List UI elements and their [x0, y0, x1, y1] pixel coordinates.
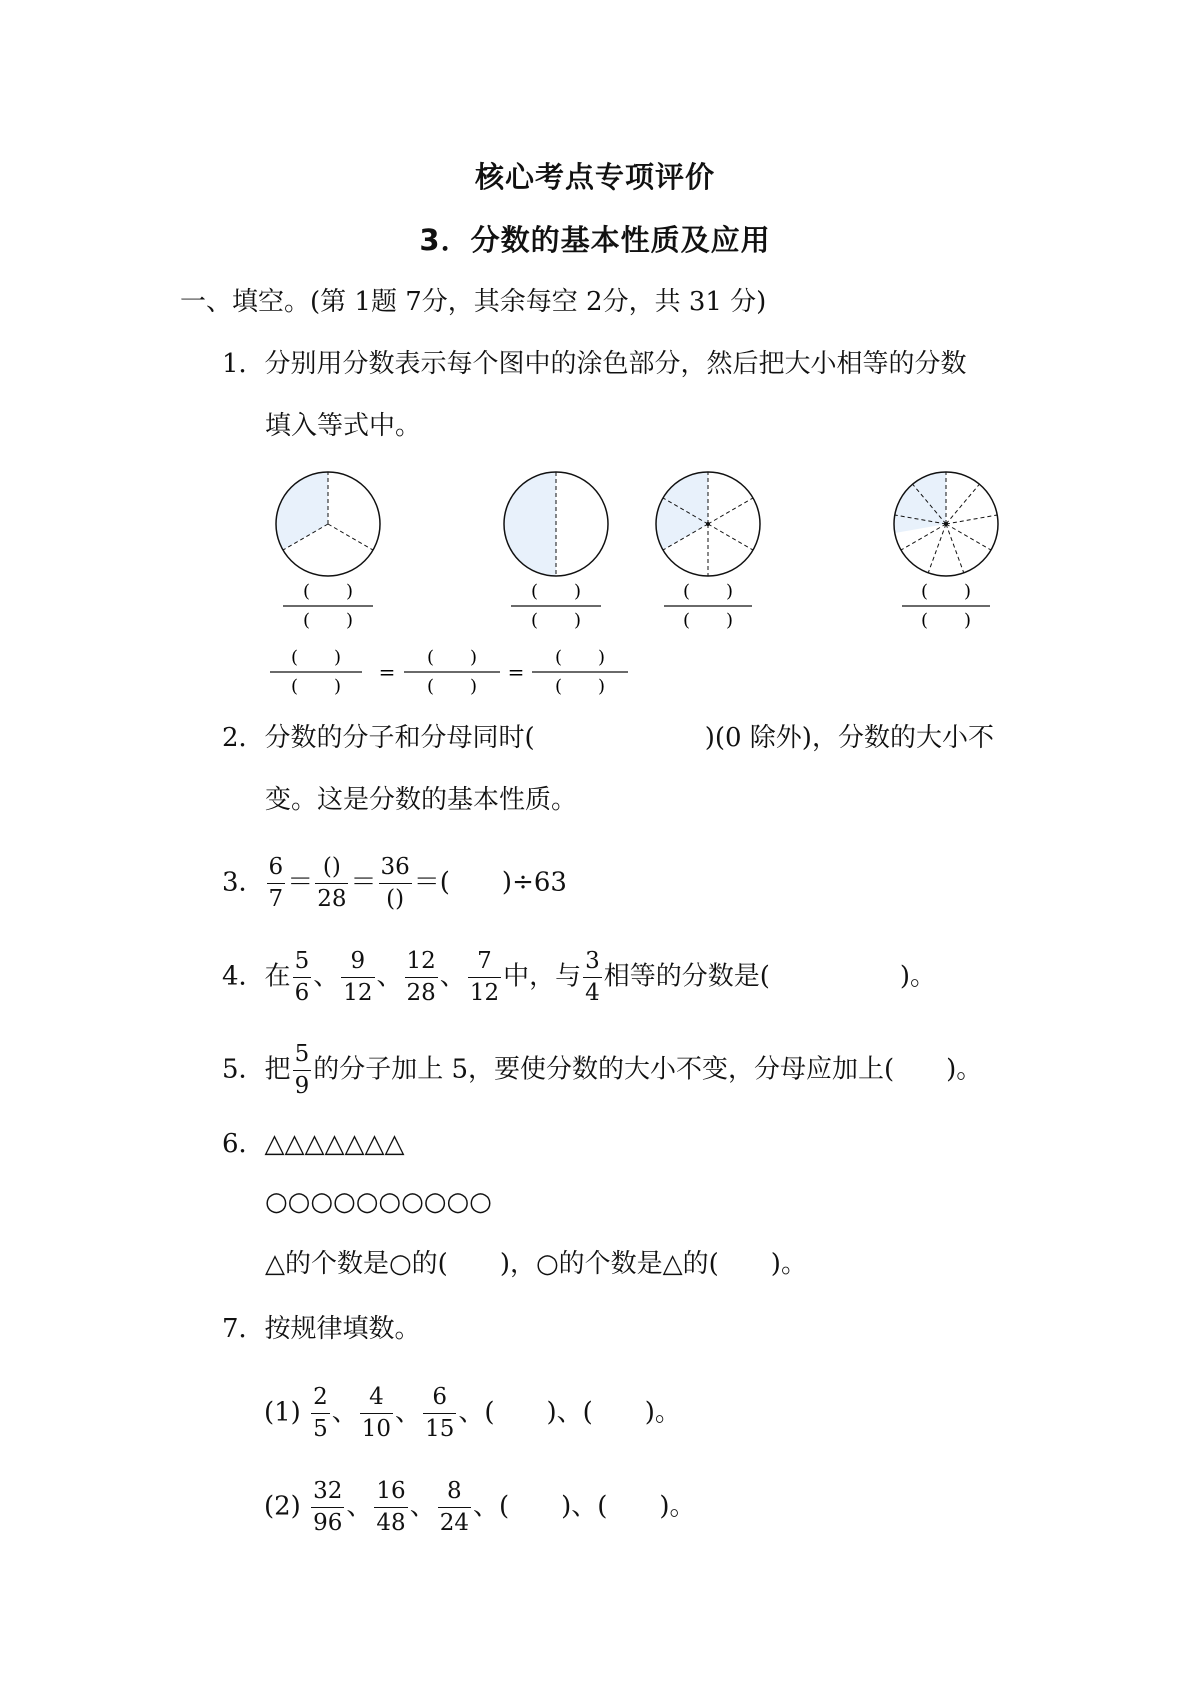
circle-ninths-shaded-sector: [894, 472, 946, 533]
q4-pre: 在: [264, 961, 291, 992]
q4-number: 4．: [222, 961, 265, 992]
fraction: [405, 950, 438, 1005]
fraction: [438, 1480, 471, 1535]
circle-ninths-divider: [946, 524, 991, 550]
answer-blank[interactable]: [511, 581, 601, 631]
denominator: 9: [294, 1073, 310, 1099]
part-tail: 、( )、( )。: [472, 1491, 696, 1522]
equation-blank[interactable]: [404, 647, 500, 697]
q3-line: [222, 856, 567, 911]
blank-denominator: ( ): [530, 610, 582, 631]
fraction-blank[interactable]: [379, 856, 412, 911]
equals-sign: ＝: [287, 867, 314, 898]
denominator: 24: [439, 1510, 469, 1536]
numerator: 4: [360, 1386, 393, 1414]
circle-sixths: [656, 472, 760, 576]
q6-line1: [222, 1124, 405, 1164]
numerator: 5: [293, 950, 312, 978]
q2-number: 2．: [222, 723, 265, 753]
q6-number: 6．: [222, 1129, 265, 1159]
separator: 、: [346, 1491, 373, 1522]
q5-number: 5．: [222, 1054, 265, 1085]
denominator: 15: [425, 1416, 455, 1442]
q5-line: [222, 1043, 982, 1098]
blank-numerator: ( ): [682, 581, 734, 602]
q1-figures: [0, 460, 1190, 700]
fraction: [293, 950, 312, 1005]
answer-blank[interactable]: [283, 581, 373, 631]
blank-denominator: ( ): [682, 610, 734, 631]
fraction-blank[interactable]: [315, 856, 348, 911]
denominator: 5: [313, 1416, 328, 1442]
circle-row: ○○○○○○○○○○: [265, 1187, 492, 1217]
fraction: [311, 1480, 344, 1535]
circle-ninths-divider: [946, 484, 979, 524]
separator: 、: [331, 1397, 358, 1428]
q5-pre: 把: [264, 1054, 291, 1085]
page-title: 核心考点专项评价: [474, 160, 715, 194]
q4-tail: 相等的分数是( )。: [603, 961, 937, 992]
q4-line: [222, 950, 936, 1005]
numerator: 16: [374, 1480, 407, 1508]
denominator: (): [386, 886, 405, 912]
equation-blank[interactable]: [532, 647, 628, 697]
q3-tail: ＝( )÷63: [413, 867, 567, 898]
fraction: [374, 1480, 407, 1535]
section-heading: 一、填空。(第 1题 7分，其余每空 2分，共 31 分): [180, 287, 767, 317]
denominator: 4: [585, 980, 600, 1006]
blank-denominator: ( ): [290, 676, 342, 697]
q5-tail: 的分子加上 5，要使分数的大小不变，分母应加上( )。: [313, 1054, 983, 1085]
numerator: 3: [583, 950, 602, 978]
q6-question: △的个数是○的( )，○的个数是△的( )。: [265, 1249, 807, 1279]
fraction: [311, 1386, 330, 1441]
fraction: [583, 950, 602, 1005]
q7-number: 7．: [222, 1314, 265, 1344]
q7-text: 按规律填数。: [264, 1314, 421, 1344]
circle-ninths: [894, 472, 998, 576]
circle-ninths-center: [944, 522, 948, 526]
blank-numerator: ( ): [290, 647, 342, 668]
q7-part2: [264, 1480, 696, 1535]
q2-text-a: 分数的分子和分母同时(: [264, 723, 535, 753]
numerator: 6: [423, 1386, 456, 1414]
q7-part1: [264, 1386, 681, 1441]
denominator: 6: [294, 980, 310, 1006]
numerator: 6: [267, 856, 286, 884]
fraction: [423, 1386, 456, 1441]
separator: 、: [313, 961, 340, 992]
q2-line1: [222, 718, 994, 758]
numerator: 8: [438, 1480, 471, 1508]
fraction: [360, 1386, 393, 1441]
circle-ninths-divider: [928, 524, 946, 573]
q1-number: 1．: [222, 349, 265, 379]
circle-halves: [504, 472, 608, 576]
blank-numerator: ( ): [554, 647, 606, 668]
q2-text-c: 变。这是分数的基本性质。: [265, 785, 578, 815]
blank-numerator: ( ): [302, 581, 354, 602]
circle-ninths-divider: [946, 524, 964, 573]
denominator: 28: [317, 886, 347, 912]
fraction: [267, 856, 286, 911]
part-label: (1): [264, 1397, 301, 1428]
q1-text-b: 填入等式中。: [265, 411, 422, 441]
fraction: [341, 950, 374, 1005]
blank-numerator: ( ): [920, 581, 972, 602]
circle-thirds-divider: [328, 524, 373, 550]
denominator: 28: [406, 980, 436, 1006]
circle-halves-shaded-sector: [504, 472, 556, 576]
fraction: [468, 950, 501, 1005]
numerator: 5: [293, 1043, 312, 1071]
denominator: 10: [361, 1416, 392, 1442]
denominator: 12: [343, 980, 373, 1006]
answer-blank[interactable]: [902, 581, 990, 631]
blank-denominator: ( ): [426, 676, 478, 697]
circle-sixths-divider: [708, 498, 753, 524]
equals-sign: =: [507, 660, 525, 684]
equals-sign: =: [378, 660, 396, 684]
page-subtitle: 3．分数的基本性质及应用: [419, 223, 771, 257]
separator: 、: [395, 1397, 422, 1428]
blank-denominator: ( ): [920, 610, 972, 631]
answer-blank[interactable]: [664, 581, 752, 631]
equals-sign: ＝: [350, 867, 377, 898]
part-tail: 、( )、( )。: [458, 1397, 681, 1428]
q1-line1: [222, 344, 967, 384]
denominator: 7: [268, 886, 284, 912]
equation-blank[interactable]: [270, 647, 362, 697]
separator: 、: [409, 1491, 436, 1522]
denominator: 12: [469, 980, 500, 1006]
blank-numerator: ( ): [530, 581, 582, 602]
circle-sixths-center: [706, 522, 710, 526]
separator: 、: [439, 961, 466, 992]
separator: 、: [376, 961, 403, 992]
q1-text-a: 分别用分数表示每个图中的涂色部分，然后把大小相等的分数: [264, 349, 967, 379]
numerator: 36: [379, 856, 412, 884]
q3-number: 3．: [222, 867, 265, 898]
circle-thirds-shaded-sector: [276, 472, 328, 550]
fraction: [293, 1043, 312, 1098]
numerator: 32: [311, 1480, 344, 1508]
circle-sixths-shaded-sector: [656, 472, 708, 550]
numerator: 7: [468, 950, 501, 978]
q4-mid: 中，与: [503, 961, 582, 992]
blank-denominator: ( ): [302, 610, 354, 631]
q7-line: [222, 1309, 421, 1349]
denominator: 96: [313, 1510, 343, 1536]
numerator: 2: [311, 1386, 330, 1414]
numerator: 12: [405, 950, 438, 978]
circle-thirds: [276, 472, 380, 576]
circle-ninths-divider: [946, 515, 997, 524]
part-label: (2): [264, 1491, 301, 1522]
blank-numerator: ( ): [426, 647, 478, 668]
blank-denominator: ( ): [554, 676, 606, 697]
circle-sixths-divider: [708, 524, 753, 550]
triangle-row: △△△△△△△: [264, 1129, 405, 1159]
numerator: 9: [341, 950, 374, 978]
numerator: (): [315, 856, 348, 884]
denominator: 48: [376, 1510, 406, 1536]
q2-text-b: )(0 除外)，分数的大小不: [704, 723, 994, 753]
